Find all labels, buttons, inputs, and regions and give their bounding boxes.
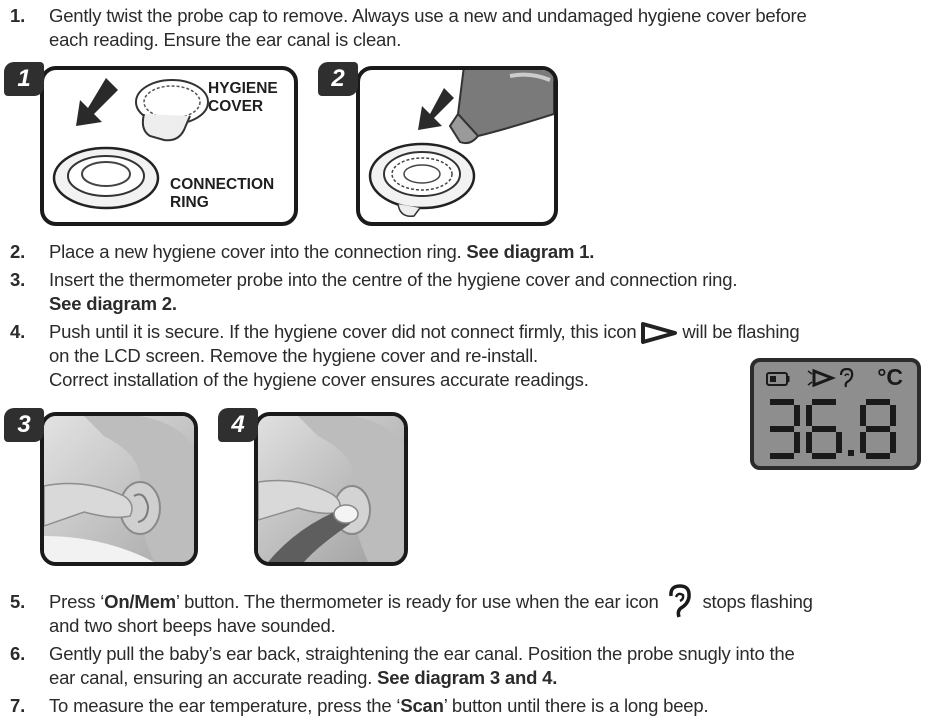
step-5 [10, 590, 930, 638]
lcd-segment [794, 432, 800, 453]
baby-ear-photo [44, 416, 194, 562]
step-text: on the LCD screen. Remove the hygiene cover and re-install. [49, 345, 538, 367]
step-text: and two short beeps have sounded. [49, 615, 336, 637]
lcd-segment [770, 399, 794, 405]
lcd-segment [806, 405, 812, 426]
step-text: ’ button until there is a long beep. [443, 695, 709, 716]
step-2 [10, 240, 930, 264]
step-text: Push until it is secure. If the hygiene cover did not connect firmly, this icon [49, 321, 637, 342]
step-text: will be flashing [682, 321, 800, 342]
hygiene-cover-warning-icon [806, 368, 836, 388]
diagram-frame [254, 412, 408, 566]
lcd-decimal-point [848, 450, 854, 456]
step-3 [10, 268, 930, 316]
connection-ring-label: CONNECTION RING [170, 176, 275, 211]
lcd-segment [812, 399, 836, 405]
step-6 [10, 642, 930, 690]
diagram-reference: See diagram 1. [466, 241, 595, 262]
lcd-segment [770, 453, 794, 459]
step-7 [10, 694, 930, 718]
step-text: Press ‘ [49, 591, 105, 612]
diagram-badge: 2 [318, 62, 358, 96]
diagram-badge: 1 [4, 62, 44, 96]
battery-icon [766, 372, 790, 386]
step-text: Insert the thermometer probe into the centre of the hygiene cover and connection ring. [49, 269, 738, 290]
lcd-segment [794, 405, 800, 426]
probe-in-ear-photo [258, 416, 404, 562]
diagram-4 [216, 408, 410, 568]
step-number: 2. [10, 241, 26, 262]
lcd-segment [836, 432, 842, 453]
step-text: Correct installation of the hygiene cover ensures accurate readings. [49, 369, 589, 391]
temperature-reading [762, 396, 912, 462]
lcd-segment [770, 426, 794, 432]
step-text: ear canal, ensuring an accurate reading. [49, 667, 378, 688]
diagram-badge: 3 [4, 408, 44, 442]
step-number: 6. [10, 643, 26, 664]
diagram-1 [2, 62, 300, 228]
hygiene-cover-label: HYGIENE COVER [208, 80, 278, 115]
lcd-segment [866, 426, 890, 432]
lcd-segment [866, 453, 890, 459]
diagram-frame [356, 66, 558, 226]
lcd-segment [812, 453, 836, 459]
diagram-reference: See diagram 3 and 4. [377, 667, 558, 688]
temperature-unit: °C [877, 364, 903, 390]
diagram-frame [40, 412, 198, 566]
diagram-reference: See diagram 2. [49, 293, 177, 314]
step-1 [10, 4, 930, 52]
hygiene-cover-warning-icon [641, 322, 677, 344]
lcd-segment [890, 432, 896, 453]
step-number: 4. [10, 321, 26, 342]
step-number: 1. [10, 5, 26, 26]
arrow-icon [418, 88, 454, 130]
ear-icon [666, 584, 692, 620]
step-number: 5. [10, 591, 26, 612]
diagram-2 [316, 62, 560, 228]
step-text: ’ button. The thermometer is ready for use when the ear icon [175, 591, 659, 612]
step-number: 7. [10, 695, 26, 716]
step-text: To measure the ear temperature, press the ‘ [49, 695, 401, 716]
lcd-segment [860, 405, 866, 426]
lcd-segment [812, 426, 836, 432]
step-text: Gently pull the baby’s ear back, straightening the ear canal. Position the probe snugly into the [49, 643, 795, 664]
diagram-3 [0, 408, 200, 568]
arrow-icon [76, 78, 118, 126]
lcd-segment [866, 399, 890, 405]
scan-button-name: Scan [400, 695, 444, 716]
lcd-segment [806, 432, 812, 453]
step-text: Place a new hygiene cover into the connection ring. [49, 241, 467, 262]
lcd-display [750, 358, 921, 470]
step-text: Gently twist the probe cap to remove. Always use a new and undamaged hygiene cover before [49, 5, 807, 26]
ear-icon [838, 368, 854, 388]
step-number: 3. [10, 269, 26, 290]
probe-insertion-illustration [360, 70, 554, 222]
on-mem-button-name: On/Mem [104, 591, 176, 612]
diagram-badge: 4 [218, 408, 258, 442]
lcd-segment [890, 405, 896, 426]
step-text: each reading. Ensure the ear canal is clean. [49, 29, 402, 50]
lcd-segment [860, 432, 866, 453]
step-text: stops flashing [702, 591, 813, 612]
